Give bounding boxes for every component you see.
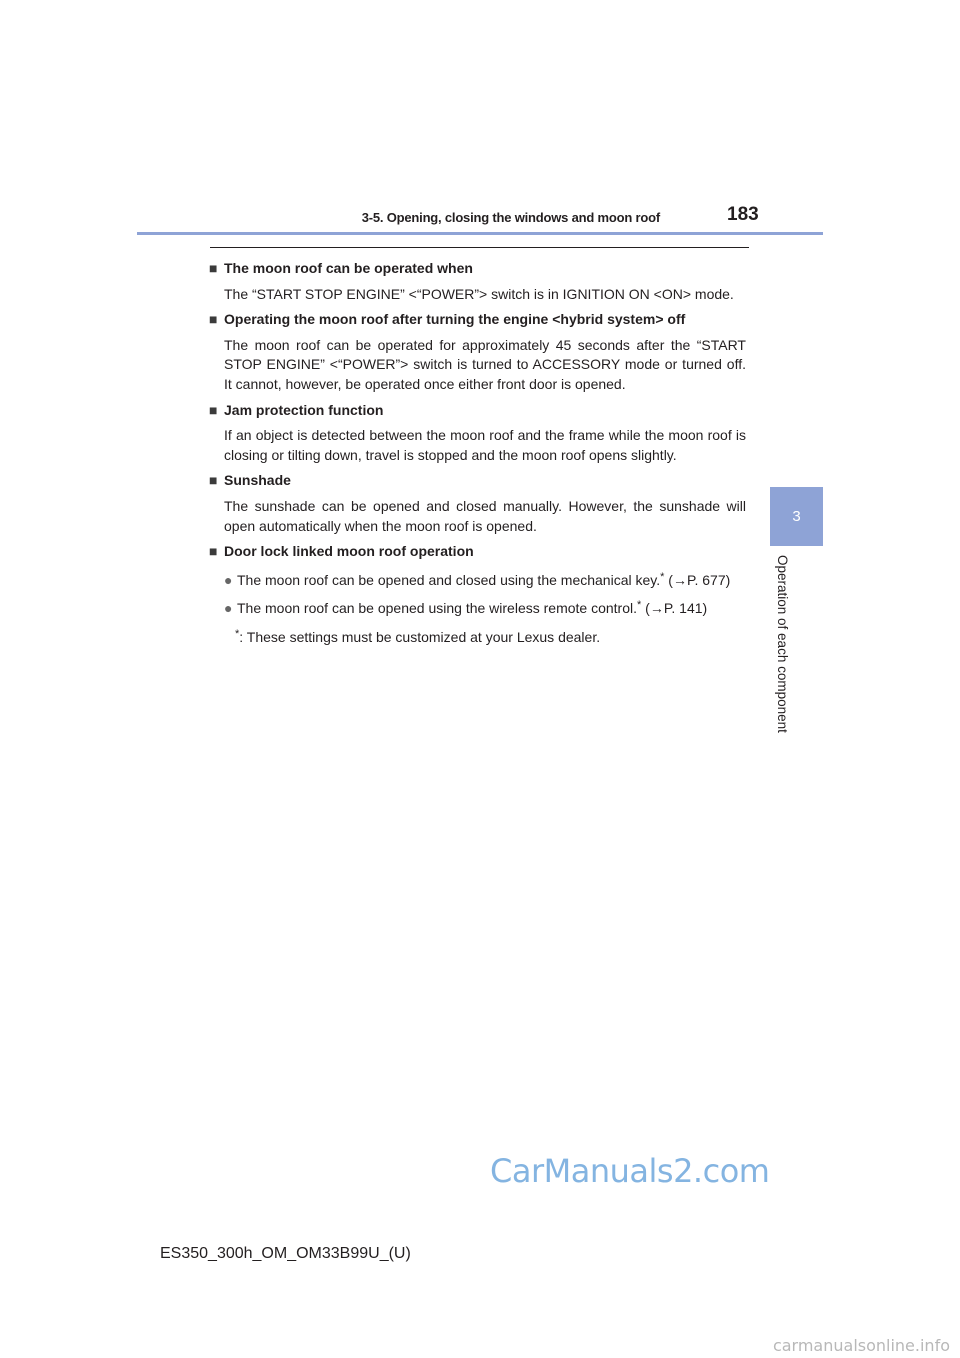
page-number: 183	[727, 204, 759, 225]
square-bullet-icon: ■	[209, 311, 218, 328]
footer-document-id: ES350_300h_OM_OM33B99U_(U)	[160, 1245, 411, 1262]
list-item-text: The moon roof can be opened and closed using the mechanical key.	[237, 571, 661, 588]
section-heading-text: Sunshade	[224, 472, 291, 489]
header-section-title: 3-5. Opening, closing the windows and moon roof	[361, 210, 660, 225]
circle-bullet-icon: ●	[224, 571, 233, 588]
section-heading-door-lock-linked	[209, 542, 746, 562]
content-top-divider	[210, 247, 749, 248]
section-body-sunshade: The sunshade can be opened and closed manually. However, the sunshade will open automatically when the moon roof is opened.	[224, 497, 746, 534]
square-bullet-icon: ■	[209, 260, 218, 276]
section-body-jam-protection: If an object is detected between the moon roof and the frame while the moon roof is closing or tilting down, travel is stopped and the moon roof opens slightly.	[224, 427, 746, 463]
section-heading-text: Door lock linked moon roof operation	[224, 543, 474, 560]
header-divider	[137, 232, 823, 235]
section-heading-operate-when	[209, 259, 746, 279]
section-heading-text: Operating the moon roof after turning the engine <hybrid system> off	[224, 311, 686, 328]
section-body-after-engine-off: The moon roof can be operated for approximately 45 seconds after the “START STOP ENGINE” <“POWER”> switch is turned to ACCESSORY mode or turned off. It cannot, however, be operated once either front door is opened.	[224, 336, 746, 392]
section-heading-after-engine-off	[209, 310, 746, 330]
list-item-wireless-remote	[224, 596, 746, 619]
footnote-asterisk: *	[235, 627, 240, 640]
section-body-operate-when: The “START STOP ENGINE” <“POWER”> switch is in IGNITION ON <ON> mode.	[224, 285, 734, 302]
section-heading-sunshade	[209, 471, 746, 491]
chapter-title: Operation of each component	[775, 555, 790, 733]
footnote	[235, 625, 746, 648]
chapter-number: 3	[792, 508, 801, 525]
footnote-text: : These settings must be customized at your Lexus dealer.	[239, 628, 601, 645]
page-reference-link[interactable]: (→P. 677)	[664, 571, 731, 588]
square-bullet-icon: ■	[209, 472, 218, 489]
main-content	[209, 259, 746, 648]
watermark-logo[interactable]: CarManuals2.com	[490, 1152, 770, 1190]
circle-bullet-icon: ●	[224, 600, 233, 617]
square-bullet-icon: ■	[209, 543, 218, 560]
list-item-mechanical-key	[224, 568, 746, 591]
watermark-site[interactable]: carmanualsonline.info	[772, 1336, 950, 1355]
square-bullet-icon: ■	[209, 401, 218, 418]
asterisk-mark: *	[660, 570, 665, 583]
section-heading-jam-protection	[209, 401, 746, 421]
asterisk-mark: *	[637, 599, 642, 612]
section-heading-text: The moon roof can be operated when	[224, 260, 473, 276]
list-item-text: The moon roof can be opened using the wireless remote control.	[237, 600, 638, 617]
chapter-tab[interactable]	[770, 487, 823, 546]
page-reference-link[interactable]: (→P. 141)	[641, 600, 708, 617]
section-heading-text: Jam protection function	[224, 401, 384, 418]
